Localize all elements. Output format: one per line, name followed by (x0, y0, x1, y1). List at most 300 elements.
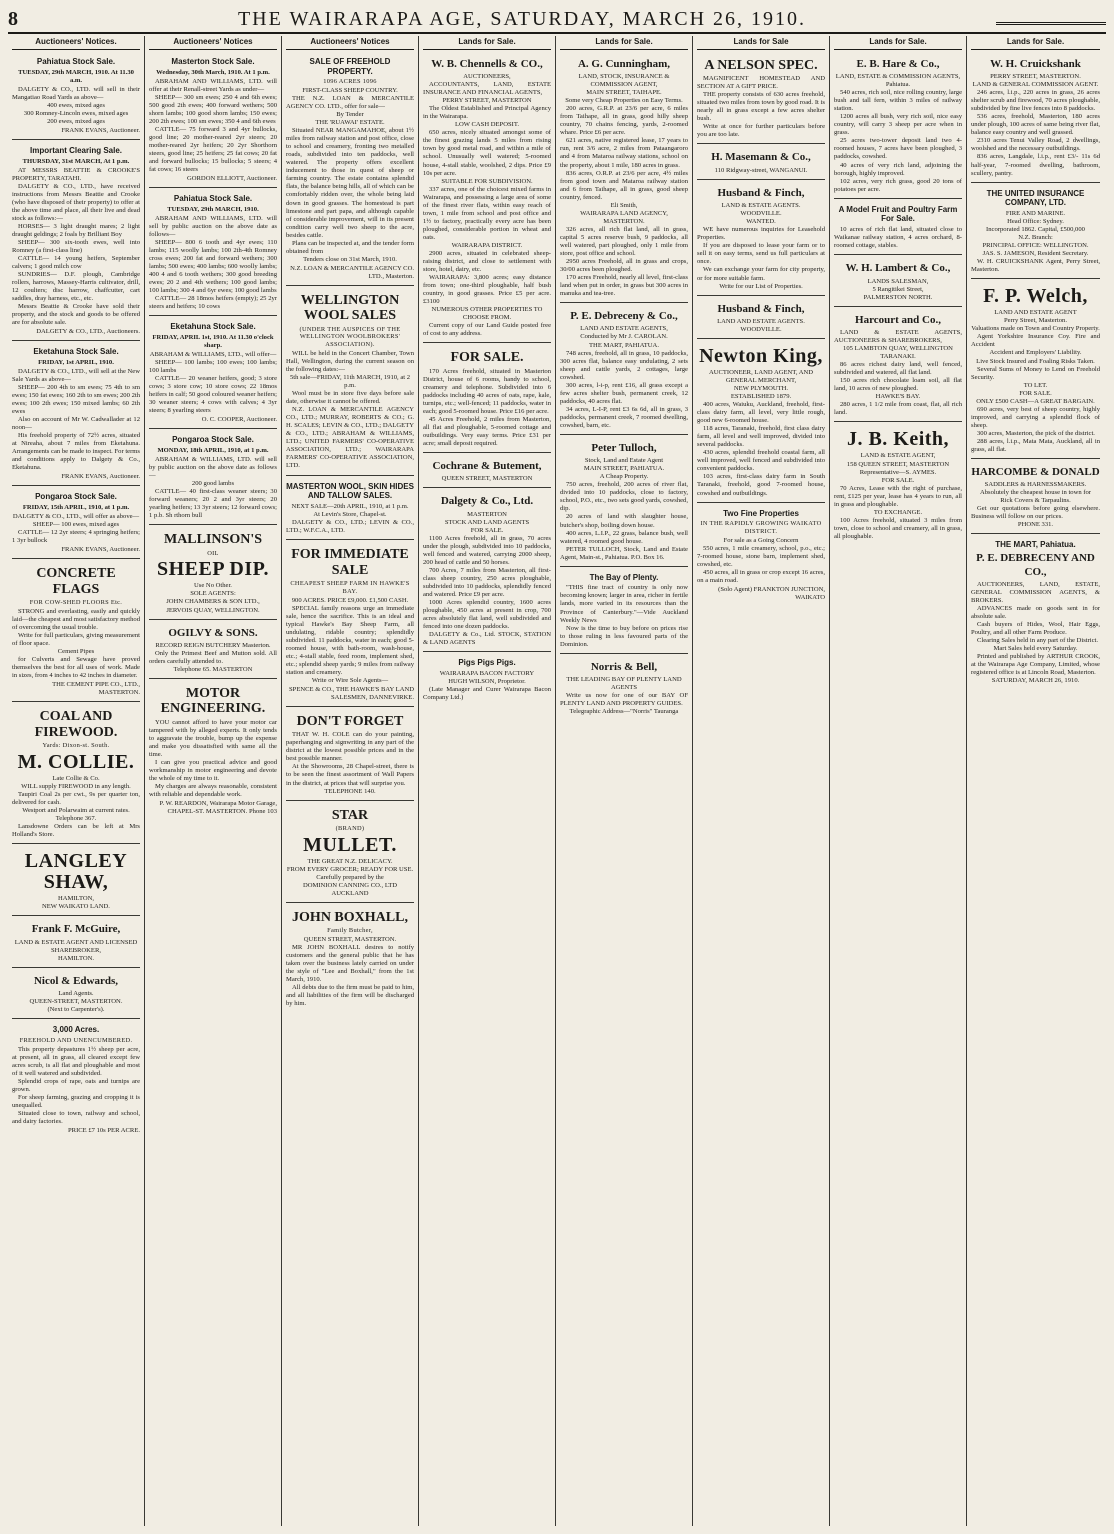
ad-text-line: Westport and Polarwaim at current rates. (22, 807, 130, 814)
ad-text-line: TARANAKI. (880, 353, 916, 361)
ad-firm-name: MULLET. (303, 833, 397, 856)
ad-text-line: 400 acres, L.I.P., 22 grass, balance bush, well watered, 4 roomed good house. (560, 529, 688, 545)
ad-signature: SPENCE & CO., THE HAWKE'S BAY LAND SALESMEN, DANNEVIRKE. (289, 685, 414, 701)
ad-text-line: Carefully prepared by the (316, 873, 384, 881)
ad-text-line: SHEEP— 100 ewes, mixed ages (32, 521, 120, 529)
ad-firm-name: LANGLEY SHAW, (24, 850, 128, 894)
ad-text-line: Also on account of Mr W. Cadwallader at 12 noon— (12, 416, 140, 432)
ad-text-line: 836 acres, Langdale, l.i.p., rent £3/- 11s 6d half-year, 7-roomed dwelling, bathroom, scullery, pantry. (971, 153, 1100, 177)
ad-text-line: ABRAHAM AND WILLIAMS, LTD. will sell by public auction on the above date as follows— (149, 214, 277, 238)
ad-text-line: HORSES— 3 light draught mares; 2 light draught geldings; 2 foals by Brilliant Boy (12, 222, 140, 238)
ad-firm-name: M. COLLIE. (17, 750, 135, 773)
ad-heading: FOR IMMEDIATE SALE (291, 547, 409, 578)
ad-text-line: 550 acres, 1 mile creamery, school, p.o., etc.; 7-roomed house, stone barn, implement shed, cowshed, etc. (697, 544, 825, 569)
ad-firm-name: Newton King, (699, 345, 823, 368)
ad-text-line: Absolutely the cheapest house in town for (980, 489, 1091, 497)
ad-text-line: 170 Acres freehold, situated in Masterton District, house of 6 rooms, handy to school, creamery and telephone. Subdivided into 6 paddocks including 40 acres of oats, rape, kale, turnips, etc.; well-fenced; 11 paddocks, water in each; good 5-roomed house. Price £16 per acre. (423, 367, 551, 415)
ad-text-line: QUEEN-STREET, MASTERTON. (29, 998, 123, 1006)
ad-text-line: 10 acres of rich flat land, situated close to Waikanae railway station, 4 acres orchard, 8-roomed cottage, stables. (834, 226, 962, 250)
advertisement (560, 53, 688, 303)
ad-text-line: 690 acres, very best of sheep country, highly improved, and carrying a splendid flock of sheep. (971, 405, 1100, 429)
ad-text-line: RECORD REIGN BUTCHERY Masterton. (155, 641, 271, 649)
ad-text-line: Several Sums of Money to Lend on Freehold Security. (971, 365, 1100, 381)
ad-date: FRIDAY, 15th APRIL, 1910, at 1 p.m. (22, 504, 130, 512)
ad-text-line: Telephone 65. MASTERTON (173, 666, 253, 674)
ad-heading: CONCRETE FLAGS (36, 566, 116, 597)
ad-heading: Pahiatua Stock Sale. (173, 193, 253, 203)
ad-heading: FOR SALE. (450, 350, 524, 366)
masthead (8, 8, 1106, 34)
ad-heading: SALE OF FREEHOLD PROPERTY. (309, 56, 391, 76)
ad-text-line: SHEEP— 300 sm ewes; 250 4 and 6th ewes; 500 good 2th ewes; 400 forward wethers; 500 shorn lambs; 100 good shorn lambs; 150 ewes; 200 2th ewes; 100 sm ewes; 350 4 and 6th ewes (149, 93, 277, 125)
ad-text-line: ACCOUNTANTS, LAND, ESTATE INSURANCE AND FINANCIAL AGENTS, (423, 81, 551, 97)
ad-text-line: SHEEP— 200 4th to sm ewes; 75 4th to sm ewes; 150 fat ewes; 160 2th to sm ewes; 200 2th ewes; 100 2th ewes; 150 mixed lambs; 60 2th ewes (12, 384, 140, 416)
ad-text-line: 326 acres, all rich flat land, all in grass, capital 5 acres reserve bush, 9 paddocks, all well watered, part ploughed, only 1 mile from store, post office and school. (560, 225, 688, 257)
ad-text-line: 1100 Acres freehold, all in grass, 70 acres under the plough, subdivided into 10 paddocks, well fenced and watered, carrying 2000 sheep, 200 head of cattle and 50 horses. (423, 534, 551, 566)
ad-text-line: Valuations made on Town and Country Property. (971, 325, 1100, 333)
advertisement (971, 281, 1100, 459)
ad-heading: 3,000 Acres. (52, 1025, 100, 1035)
ad-text-line: 836 acres, O.R.P. at 23/6 per acre, 4½ miles from good town and Mataroa railway station and 6 from Taihape, all in grass, good sheep country, fenced. (560, 169, 688, 201)
ad-text-line: JERVOIS QUAY, WELLINGTON. (166, 606, 260, 614)
ad-text-line: 170 acres Freehold, nearly all level, first-class land when put in order, in grass but 300 acres in manuka and tea-tree. (560, 273, 688, 297)
ad-text-line: HAWKE'S BAY. (875, 393, 921, 401)
ad-heading: Eketahuna Stock Sale. (33, 347, 119, 357)
ad-text-line: Write at once for further particulars before you are too late. (697, 123, 825, 139)
ad-heading: Important Clearing Sale. (29, 145, 123, 155)
ad-text-line: LAND, STOCK, INSURANCE & COMMISSION AGENT, (578, 73, 670, 89)
ad-text-line: 103 acres, first-class dairy farm in South Taranaki, freehold, good 7-roomed house, cowshed and outbuildings. (697, 473, 825, 497)
column-header: Auctioneers' Notices (149, 36, 277, 50)
newspaper-title: THE WAIRARAPA AGE, SATURDAY, MARCH 26, 1910. (237, 8, 807, 30)
ad-text-line: SATURDAY, MARCH 26, 1910. (991, 677, 1080, 685)
advertisement (971, 536, 1100, 689)
ad-text-line: THE N.Z. LOAN & MERCANTILE AGENCY CO. LTD., offer for sale— (286, 95, 414, 111)
column-1 (8, 36, 145, 1526)
ad-text-line: DALGETY & CO., LTD. will sell in their Mangatiao Road Yards as above— (12, 85, 140, 101)
ad-text-line: 40 acres of very rich land, adjoining the borough, highly improved. (834, 161, 962, 177)
advertisement (12, 343, 140, 486)
ad-text-line: NEW WAIKATO LAND. (42, 903, 110, 911)
ad-signature: FRANK EVANS, Auctioneer. (61, 473, 140, 481)
ad-text-line: W. H. CRUICKSHANK Agent, Perry Street, Masterton. (971, 258, 1100, 274)
ad-text-line: for Culverts and Sewage have proved themselves the best for all uses of work. Made in sizes, from 4 inches to 42 inches in diameter. (12, 656, 140, 680)
ad-text-line: WOODVILLE. (740, 210, 782, 218)
ad-text-line: 400 ewes, mixed ages (47, 101, 105, 109)
ad-text-line: Some very Cheap Properties on Easy Terms. (565, 97, 683, 105)
ad-text-line: "THIS fine tract of country is only now becoming known; larger in area, richer in fertile lands, more varied in its resources than the Province of Canterbury."—Vide Auckland Weekly News (560, 584, 688, 624)
ad-text-line: Accident and Employers' Liability. (989, 349, 1082, 357)
ad-text-line: We can exchange your farm for city property, or for more suitable farm. (697, 266, 825, 282)
ad-text-line: SADDLERS & HARNESSMAKERS. (984, 481, 1087, 489)
ad-text-line: MASTERTON (467, 510, 507, 518)
ad-text-line: Land Agents. (58, 990, 94, 998)
ad-text-line: 118 acres, Taranaki, freehold, first class dairy farm, all level and well improved, divided into several paddocks. (697, 425, 825, 449)
ad-text-line: Stock, Land and Estate Agent (584, 457, 664, 465)
ad-firm-name: H. Masemann & Co., (711, 151, 811, 164)
ad-text-line: DALGETY & CO., LTD.; LEVIN & CO., LTD.; W.F.C.A., LTD. (286, 519, 414, 535)
ad-text-line: 2310 acres Tenui Valley Road, 2 dwellings, woolshed and the necessary outbuildings. (971, 137, 1100, 153)
ad-text-line: By Tender (336, 111, 364, 119)
ad-heading: DON'T FORGET (296, 713, 404, 729)
ad-text-line: QUEEN STREET, MASTERTON. (303, 936, 397, 944)
ad-firm-name: W. H. Lambert & Co., (845, 262, 951, 275)
ad-text-line: LAND & ESTATE AGENTS. (721, 202, 801, 210)
ad-text-line: 158 QUEEN STREET, MASTERTON (846, 460, 950, 468)
ad-text-line: If you are disposed to lease your farm or to sell it on easy terms, send us full particulars at once. (697, 242, 825, 266)
ad-text-line: LANDS SALESMAN, (867, 277, 929, 285)
ad-text-line: Splendid crops of rape, oats and turnips are grown. (12, 1077, 140, 1093)
ad-text-line: WAIRARAPA: 3,800 acres; easy distance from town; one-third ploughable, half bush country, in good grasses. Price £5 per acre. £3100 (423, 273, 551, 306)
ad-subheading: FREEHOLD AND UNENCUMBERED. (19, 1036, 133, 1044)
advertisement (560, 569, 688, 654)
ad-text-line: LAND AND ESTATE AGENT (994, 309, 1077, 317)
advertisement (12, 970, 140, 1020)
ad-text-line: Cement Pipes (57, 648, 95, 656)
ad-text-line: Telegraphic Address—"Norris" Tauranga (569, 708, 679, 716)
ad-signature: FRANK EVANS, Auctioneer. (61, 126, 140, 134)
ad-text-line: DALGETY & Co., Ltd. STOCK, STATION & LAND AGENTS (423, 631, 551, 647)
ad-date: THURSDAY, 31st MARCH, At 1 p.m. (22, 157, 130, 165)
advertisement (286, 478, 414, 541)
ad-text-line: 2950 acres Freehold, all in grass and crops, 30/00 acres been ploughed. (560, 257, 688, 273)
ad-text-line: WE have numerous inquiries for Leasehold Properties. (697, 226, 825, 242)
ad-text-line: THE MART, PAHIATUA. (589, 341, 659, 349)
column-header: Lands for Sale. (971, 36, 1100, 50)
ad-date: FRIDAY, 1st APRIL, 1910. (38, 358, 114, 366)
ad-subheading: (UNDER THE AUSPICES OF THE WELLINGTON WOOLBROKERS' ASSOCIATION). (299, 325, 401, 349)
ad-text-line: LAND AND ESTATE AGENTS. (717, 317, 805, 325)
ad-text-line: 337 acres, one of the choicest mixed farms in Wairarapa, and possessing a large area of some of the finest river flats, within easy reach of town, 1 mile from school and post office and 1½ to factory, practically every acre has been ploughed, considerable portion in wheat and oats. (423, 185, 551, 241)
masthead-rule (996, 22, 1106, 25)
ad-date: FRIDAY, APRIL 1st, 1910. At 11.30 o'clock sharp. (152, 333, 274, 349)
advertisement (697, 505, 825, 607)
page-number: 8 (8, 8, 18, 30)
advertisement (149, 318, 277, 429)
ad-text-line: N.Z. LOAN & MERCANTILE AGENCY CO., LTD.; MURRAY, ROBERTS & CO.; G. H. SCALES; LEVIN & CO., LTD.; DALGETY & CO., LTD.; ABRAHAM & WILLIAMS, LTD.; UNITED FARMERS' CO-OPERATIVE ASSOCIATION, LTD.; WAIRARAPA FARMERS' CO-OPERATIVE ASSOCIATION, LTD. (286, 406, 414, 470)
ad-text-line: SHEEP— 300 six-tooth ewes, well into Romney (a first-class line) (12, 238, 140, 254)
ad-text-line: WAIRARAPA BACON FACTORY (439, 670, 535, 678)
ad-text-line: LAND & ESTATE AGENT, (860, 452, 936, 460)
ad-text-line: Situated close to town, railway and school, and dairy factories. (12, 1110, 140, 1126)
ad-text-line: 300 acres, l-i-p, rent £16, all grass except a few acres shelter bush, permanent creek, 12 paddocks, 40 acres flat. (560, 381, 688, 405)
ad-text-line: FOR SALE. (1019, 389, 1052, 397)
advertisement (834, 424, 962, 544)
ad-text-line: His freehold property of 72½ acres, situated at Nireaha, about 7 miles from Eketahuna. Arrangements can be made to inspect. For terms and conditions apply to Dalgety & Co., Eketahuna. (12, 432, 140, 472)
ad-text-line: FIRE AND MARINE. (1005, 210, 1066, 218)
advertisement (423, 490, 551, 652)
ad-text-line: LAND AND ESTATE AGENTS, (580, 325, 668, 333)
ad-firm-name: W. H. Cruickshank (990, 57, 1081, 70)
ad-text-line: Conducted by Mr J. CAROLAN. (580, 333, 668, 341)
ad-text-line: QUEEN STREET, MASTERTON (441, 475, 533, 483)
ad-heading: MASTERTON WOOL, SKIN HIDES AND TALLOW SALES. (286, 481, 414, 501)
advertisement (12, 704, 140, 844)
ad-firm-name: E. B. Hare & Co., (856, 57, 940, 70)
ad-firm-name: Norris & Bell, (590, 660, 658, 673)
ad-text-line: 1000 Acres splendid country, 1600 acres ploughable, 450 acres at present in crop, 700 acres absolutely flat land, well subdivided and fenced into one dozen paddocks. (423, 599, 551, 631)
advertisement (423, 654, 551, 706)
ad-text-line: 100 Acres freehold, situated 3 miles from town, close to school and creamery, all in grass, all ploughable. (834, 516, 962, 540)
ad-text-line: 200 ewes, mixed ages (47, 117, 105, 125)
ad-heading: THE UNITED INSURANCE COMPANY, LTD. (986, 188, 1085, 208)
ad-text-line: AUCKLAND (331, 889, 369, 897)
ad-text-line: THE property consists of 630 acres freehold, situated two miles from town by good road. It is nearly all in grass except a few acres shelter bush. (697, 91, 825, 123)
ad-heading: Pongaroa Stock Sale. (35, 492, 117, 502)
ad-text-line: MAGNIFICENT HOMESTEAD AND SECTION AT A GIFT PRICE. (697, 75, 825, 91)
column-7 (830, 36, 967, 1526)
column-header: Auctioneers' Notices. (12, 36, 140, 50)
ad-text-line: AT MESSRS BEATTIE & CROOKE'S PROPERTY, TARATAHI. (12, 166, 140, 182)
ad-firm-name: Harcourt and Co., (855, 313, 941, 326)
column-header: Lands for Sale. (423, 36, 551, 50)
ad-text-line: 900 ACRES. PRICE £9,000. £1,500 CASH. (291, 596, 409, 604)
advertisement (560, 437, 688, 567)
column-5 (556, 36, 693, 1526)
advertisement (149, 622, 277, 680)
ad-text-line: Taupiri Coal 2s per cwt., 9s per quarter ton, delivered for cash. (12, 790, 140, 806)
ad-text-line: A Cheap Property. (599, 473, 649, 481)
ad-text-line: Live Stock Insured and Foaling Risks Taken. (976, 357, 1095, 365)
ad-text-line: ABRAHAM & WILLIAMS, LTD. will sell by public auction on the above date as follows— (149, 455, 277, 480)
advertisement (286, 709, 414, 801)
ad-text-line: Write or Wire Sole Agents— (311, 676, 389, 684)
ad-text-line: STRONG and everlasting, easily and quickly laid—the cheapest and most satisfactory method of overcoming the usual trouble. (12, 607, 140, 631)
ad-subheading: (BRAND) (335, 824, 365, 832)
ad-firm-name: P. E. Debreceny & Co., (570, 310, 678, 323)
ad-text-line: WANTED. (746, 218, 776, 226)
ad-text-line: Lansdowne Orders can be left at Mrs Holland's Store. (12, 823, 140, 839)
advertisement (697, 146, 825, 179)
ad-firm-name: OGILVY & SONS. (168, 626, 258, 639)
ad-text-line: I can give you practical advice and good workmanship in motor engineering and devote the whole of my time to it. (149, 759, 277, 783)
ad-signature: (Solo Agent) FRANKTON JUNCTION, WAIKATO (718, 586, 825, 602)
ad-text-line: 45 Acres Freehold, 2 miles from Masterton, all flat and ploughable, 5-roomed cottage and outbuildings. Very easy terms. Price £31 per acre; small deposit required. (423, 415, 551, 447)
ad-text-line: 70 Acres, Lease with the right of purchase, rent, £125 per year, lease has 4 years to run, all in grass and ploughable. (834, 484, 962, 508)
advertisement (423, 53, 551, 343)
ad-firm-name: W. B. Chennells & CO., (431, 57, 543, 70)
ad-text-line: NEW PLYMOUTH. (733, 385, 789, 393)
ad-text-line: Wool must be in store five days before sale date, otherwise it cannot be offered. (286, 390, 414, 406)
ad-text-line: DALGETY & CO., LTD., will offer as above— (12, 513, 140, 521)
ad-text-line: CATTLE— 75 forward 3 and 4yr bullocks, good line; 20 mother-reared 2yr steers; 20 mother-reared 2yr heifers; 20 2yr Shorthorn steers, good line; 25 heifers; 25 fat cows; 20 fat and forward bullocks; 15 bullocks; 5 steers; 4 fat cows; 16 steers (149, 125, 277, 173)
advertisement-columns (8, 36, 1106, 1526)
ad-text-line: 536 acres, freehold, Masterton, 180 acres under plough, 100 acres of same being river flat, balance easy country and well grassed. (971, 113, 1100, 137)
ad-subheading: FOR COW-SHED FLOORS Etc. (29, 599, 123, 607)
ad-subheading: OIL (207, 549, 219, 557)
ad-signature: THE CEMENT PIPE CO., LTD., MASTERTON. (52, 681, 140, 697)
ad-text-line: Write us now for one of our BAY OF PLENTY LAND AND PROPERTY GUIDES. (560, 692, 688, 708)
ad-text-line: ESTABLISHED 1879. (730, 393, 792, 401)
ad-text-line: AUCTIONEER, LAND AGENT, AND GENERAL MERCHANT, (708, 369, 814, 385)
ad-firm-name: P. E. DEBRECENY AND CO., (976, 552, 1095, 578)
ad-heading: THE MART, Pahiatua. (995, 540, 1076, 550)
ad-text-line: AUCTIONEERS, LAND, ESTATE, GENERAL COMMISSION AGENTS, & BROKERS. (971, 581, 1100, 605)
ad-text-line: PRINCIPAL OFFICE: WELLINGTON. (982, 242, 1089, 250)
ad-heading: Pigs Pigs Pigs. (458, 658, 516, 668)
advertisement (149, 527, 277, 619)
ad-text-line: 150 acres rich chocolate loam soil, all flat land, 10 acres of new ploughed. (834, 377, 962, 393)
ad-text-line: For sale as a Going Concern (723, 536, 799, 544)
column-3 (282, 36, 419, 1526)
ad-firm-name: Husband & Finch, (717, 302, 805, 315)
ad-text-line: 246 acres, l.i.p., 220 acres in grass, 26 acres shelter scrub and firewood, 70 acres ploughable, subdivided by fine live fences into 8 paddocks. (971, 89, 1100, 113)
advertisement (149, 53, 277, 188)
ad-subheading: Yards: Dixon-st. South. (42, 742, 110, 750)
advertisement (560, 656, 688, 721)
advertisement (12, 561, 140, 702)
advertisement (286, 288, 414, 476)
ad-text-line: ABRAHAM AND WILLIAMS, LTD. will offer at their Renall-street Yards as under— (149, 77, 277, 93)
ad-text-line: Write for full particulars, giving measurement of floor space. (12, 632, 140, 648)
ad-text-line: For sheep farming, grazing and cropping it is unequalled. (12, 1093, 140, 1109)
ad-heading: JOHN BOXHALL, (292, 909, 408, 925)
ad-text-line: Only the Primest Beef and Mutton sold. All orders carefully attended to. (149, 649, 277, 666)
ad-text-line: 748 acres, freehold, all in grass, 10 paddocks, 300 acres flat, balance easy undulating, 2 sets sheep and cattle yards, 2 cottages, large cowshed. (560, 349, 688, 381)
advertisement (12, 918, 140, 968)
ad-text-line: CATTLE— 12 2yr steers; 4 springing heifers; 1 3yr bullock (12, 529, 140, 545)
ad-firm-name: SHEEP DIP. (156, 558, 270, 581)
ad-text-line: Use No Other. (194, 582, 232, 590)
advertisement (971, 185, 1100, 280)
ad-text-line: HAMILTON, (57, 895, 95, 903)
ad-text-line: FROM EVERY GROCER; READY FOR USE. (286, 865, 414, 873)
ad-text-line: Incorporated 1862. Capital, £500,000 (986, 226, 1085, 234)
advertisement (423, 345, 551, 453)
ad-signature: GORDON ELLIOTT, Auctioneer. (187, 174, 277, 182)
ad-text-line: My charges are always reasonable, consistent with reliable and dependable work. (149, 783, 277, 799)
ad-text-line: 1200 acres all bush, very rich soil, nice easy country, will carry 3 sheep per acre when in grass. (834, 113, 962, 137)
ad-text-line: PHONE 331. (1017, 521, 1054, 529)
ad-text-line: STOCK AND LAND AGENTS (444, 518, 530, 526)
ad-subheading: IN THE RAPIDLY GROWING WAIKATO DISTRICT. (700, 520, 822, 536)
ad-text-line: This property depastures 1½ sheep per acre, at present, all in grass, all cleared except few acres scrub, is all flat and ploughable and most of it well watered and subdivided. (12, 1045, 140, 1077)
ad-text-line: PALMERSTON NORTH. (863, 293, 933, 301)
ad-firm-name: A. G. Cunningham, (577, 57, 670, 70)
advertisement (149, 431, 277, 525)
ad-text-line: 300 Romney-Lincoln ewes, mixed ages (23, 109, 129, 117)
ad-text-line: 20 acres of land with slaughter house, butcher's shop, boiling down house. (560, 513, 688, 529)
ad-firm-name: Frank F. McGuire, (31, 923, 121, 936)
ad-text-line: NUMEROUS OTHER PROPERTIES TO CHOOSE FROM. (431, 306, 543, 322)
ad-text-line: Representative—S. AYMES. (859, 468, 937, 476)
ad-subheading: Family Butcher, (327, 927, 373, 935)
ad-text-line: Printed and published by ARTHUR CROOK, at the Wairarapa Age Company, Limited, whose registered office is at Lincoln Road, Masterton. (971, 653, 1100, 677)
ad-text-line: FOR SALE. (470, 526, 504, 534)
ad-text-line: Messrs Beattie & Crooke have sold their property, and the stock and goods to be offered are for absolute sale. (12, 303, 140, 327)
ad-text-line: 34 acres, L-I-P, rent £3 6s 6d, all in grass, 3 paddocks, permanent creek, 7 roomed dwelling, cowshed, barn, etc. (560, 405, 688, 429)
ad-text-line: 700 Acres, 7 miles from Masterton, all first-class sheep country, 250 acres ploughable, subdivided into 10 paddocks, splendidly fenced and watered. Price £9 per acre. (423, 566, 551, 599)
ad-text-line: Write for our List of Properties. (719, 282, 803, 290)
ad-text-line: Rick Covers & Tarpaulins. (1000, 497, 1071, 505)
ad-text-line: 200 good lambs (191, 480, 235, 488)
ad-text-line: 105 LAMBTON QUAY, WELLINGTON (843, 345, 953, 353)
ad-text-line: Now is the time to buy before on prices rise to those ruling in less favoured parts of the Dominion. (560, 624, 688, 648)
ad-text-line: 110 Ridgway-street, WANGANUI. (714, 166, 808, 174)
ad-heading: The Bay of Plenty. (589, 572, 659, 582)
ad-text-line: ADVANCES made on goods sent in for absolute sale. (971, 605, 1100, 621)
ad-text-line: PETER TULLOCH, Stock, Land and Estate Agent, Main-st., Pahiatua. P.O. Box 16. (560, 545, 688, 561)
column-6 (693, 36, 830, 1526)
ad-text-line: 400 acres, Waiuku, Auckland, freehold, first-class dairy farm, all level, very little rough, good new 6-roomed house. (697, 401, 825, 425)
ad-text-line: Situated NEAR MANGAMAHOE, about 1½ miles from railway station and post office, close to school and creamery, fronting two metalled roads, subdivided into ten paddocks, well watered. The property offers excellent inducement to those in quest of sheep or farming country. The estate contains splendid flats, the balance being hills, all of which can be comfortably ridden over, the whole being laid down in good grasses. The homestead is part limestone and part papa, and although capable of considerable improvement, will in its present condition carry well two sheep to the acre, besides cattle. (286, 127, 414, 239)
ad-text-line: AUCTIONEERS, (463, 73, 511, 81)
ad-firm-name: HARCOMBE & DONALD (971, 465, 1100, 478)
ad-text-line: LAND & ESTATE AGENTS, AUCTIONEERS & SHAREBROKERS, (834, 329, 962, 345)
ad-text-line: ABRAHAM & WILLIAMS, LTD., will offer— (149, 350, 277, 358)
ad-subheading: CHEAPEST SHEEP FARM IN HAWKE'S BAY. (290, 579, 410, 595)
advertisement (834, 53, 962, 199)
ad-text-line: LAND & GENERAL COMMISSION AGENT. (972, 81, 1099, 89)
ad-text-line: WILL supply FIREWOOD in any length. (21, 782, 131, 790)
ad-signature: DALGETY & CO., LTD., Auctioneers. (36, 328, 140, 336)
advertisement (971, 53, 1100, 183)
ad-text-line: Perry Street, Masterton. (1004, 317, 1067, 325)
ad-text-line: 280 acres, 1 1/2 mile from coast, flat, all rich land. (834, 401, 962, 417)
advertisement (834, 201, 962, 256)
ad-text-line: SUNDRIES— D.F. plough, Cambridge rollers, harrows, Massey-Harris cultivator, drill, 12 coulters; disc harrow, chaffcutter, cart saddles, dray harness, etc., etc. (12, 270, 140, 303)
ad-firm-name: Cochrane & Butement, (432, 459, 542, 472)
column-header: Lands for Sale (697, 36, 825, 50)
column-4 (419, 36, 556, 1526)
ad-text-line: 450 acres, all in grass or crop except 16 acres, on a main road. (697, 569, 825, 585)
ad-text-line: LAND & ESTATE AGENT AND LICENSED SHAREBROKER, (14, 938, 138, 954)
ad-text-line: HUGH WILSON, Proprietor. (448, 678, 526, 686)
ad-signature: N.Z. LOAN & MERCANTILE AGENCY CO. LTD., Masterton. (290, 264, 414, 280)
ad-text-line: MR JOHN BOXHALL desires to notify customers and the general public that he has taken over the business lately carried on under the style of "Lee and Boxhall," from the 1st March, 1910. (286, 944, 414, 984)
ad-text-line: 621 acres, native registered lease, 17 years to run, rent 3/6 acre, 2 miles from Pataangaroro and 4 from Mataroa railway stations, school on the property, about 1 mile, 180 acres in grass. (560, 137, 688, 169)
ad-text-line: Agent Yorkshire Insurance Coy. Fire and Accident (971, 333, 1100, 349)
advertisement (834, 257, 962, 307)
ad-firm-name: Peter Tulloch, (591, 441, 657, 454)
ad-text-line: TO EXCHANGE. (873, 508, 923, 516)
advertisement (286, 803, 414, 903)
ad-firm-name: Husband & Finch, (717, 186, 805, 199)
ad-text-line: Mart Sales held every Saturday. (993, 645, 1078, 653)
ad-text-line: (Late Manager and Curer Wairarapa Bacon Company Ltd.) (423, 686, 551, 702)
ad-text-line: CATTLE— 28 18mos heifers (empty); 25 2yr steers and heifers; 10 cows (149, 295, 277, 311)
ad-text-line: SPECIAL family reasons urge an immediate sale, hence the sacrifice. This is an ideal and typical Hawke's Bay Sheep Farm, all undulating, ridable country; splendidly subdivided. 11 paddocks, water in each; good 5-roomed house, with bath-room, wash-house, etc.; 4-stall stable, feed room, implement shed, etc.; splendid sheep yards; 9 miles from railway station and creamery. (286, 604, 414, 676)
ad-text-line: MAIN STREET, TAIHAPE. (586, 89, 662, 97)
ad-text-line: At Levin's Store, Chapel-st. (313, 511, 387, 519)
ad-text-line: Get our quotations before going elsewhere. Business will follow on our prices. (971, 505, 1100, 521)
ad-text-line: Plans can be inspected at, and the tender form obtained from (286, 239, 414, 255)
ad-text-line: WAIRARAPA LAND AGENCY, MASTERTON. (580, 209, 668, 225)
ad-text-line: THAT W. H. COLE can do your painting, paperhanging and signwriting in any part of the district at the lowest possible prices and in the best possible manner. (286, 731, 414, 763)
ad-text-line: 200 acres, G.R.P. at 23/6 per acre, 6 miles from Taihape, all in grass, good hilly sheep country, 70 chains fencing, yards, 2-roomed whare. Price £6 per acre. (560, 105, 688, 137)
ad-text-line: DALGETY & CO., LTD., have received instructions from Messrs Beattie and Crooke (who have disposed of their property) to offer at the above time and place, all their live and dead stock as follows:— (12, 182, 140, 222)
ad-text-line: 5th sale—FRIDAY, 11th MARCH, 1910, at 2 p.m. (289, 374, 411, 390)
advertisement (149, 681, 277, 820)
ad-heading: WELLINGTON WOOL SALES (300, 292, 400, 324)
ad-text-line: JOHN CHAMBERS & SON LTD., (166, 598, 260, 606)
ad-text-line: SHEEP— 800 6 tooth and 4yr ewes; 110 lambs; 115 woolly lambs; 100 2th-4th Romney cross ewes; 200 fat and forward wethers; 300 lambs; 500 ewes; 400 lambs; 600 woolly lambs; 400 4 and 6 tooth wethers; 300 good breeding ewes; 20 2 and 4th wethers; 100 good lambs; 100 lambs; 300 4 and 6yr ewes; 100 good lambs (149, 238, 277, 294)
ad-text-line: NEXT SALE—20th APRIL, 1910, at 1 p.m. (291, 503, 409, 510)
ad-text-line: 300 acres, Masterton, the pick of the district. (977, 429, 1095, 437)
ad-text-line: Head Office: Sydney. (1007, 218, 1064, 226)
ad-signature: O. C. COOPER, Auctioneer. (201, 416, 277, 424)
ad-text-line: CATTLE— 40 first-class weaner steers; 30 forward weaners; 20 2 and 3yr steers; 20 yearling heifers; 13 3yr steers; 12 forward cows; 1 p.b. Sh rthorn bull (149, 488, 277, 520)
ad-text-line: LOW CASH DEPOSIT. (454, 121, 520, 129)
advertisement (423, 455, 551, 488)
ad-text-line: ONLY £500 CASH—A GREAT BARGAIN. (976, 397, 1095, 405)
ad-text-line: 650 acres, nicely situated amongst some of the finest grazing lands 5 miles from rising town by good metal road, and within a mile of school. Unusually well watered; 5-roomed house, 4-stall stable, woolshed, 2 dips. Price £9 10s per acre. (423, 129, 551, 177)
advertisement (560, 305, 688, 435)
ad-text-line: 288 acres, l.i.p., Mata Mata, Auckland, all in grass, all flat. (971, 437, 1100, 453)
ad-text-line: 102 acres, very rich grass, good 20 tons of potatoes per acre. (834, 177, 962, 193)
ad-text-line: SHEEP— 100 lambs; 100 ewes; 100 lambs; 100 lambs (149, 358, 277, 374)
ad-heading: Pahiatua Stock Sale. (36, 56, 116, 66)
